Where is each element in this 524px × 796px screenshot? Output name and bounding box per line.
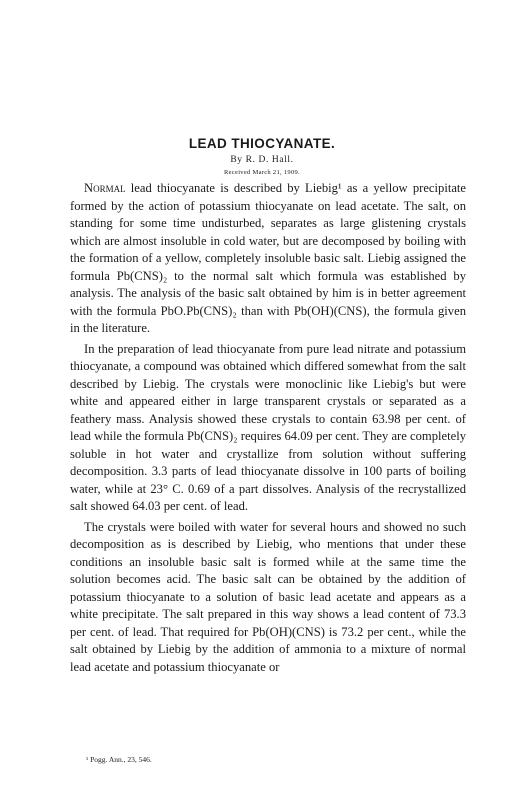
paragraph-lead-word: Normal bbox=[84, 181, 126, 195]
paragraph-3: The crystals were boiled with water for several hours and showed no such decomposition as is described by Liebig, who mentions that under these conditions an insoluble basic salt is formed while at the same time the solution becomes acid. The basic salt can be obtained by the addition of potassium thiocyanate to a solution of basic lead acetate and appears as a white precipitate. The salt prepared in this way shows a lead content of 73.3 per cent. of lead. That required for Pb(OH)(CNS) is 73.2 per cent., while the salt obtained by Liebig by the addition of ammonia to a mixture of normal lead acetate and potassium thiocyanate or bbox=[70, 519, 466, 674]
paragraph-text: lead thiocyanate is described by Liebig¹ as a yellow precipitate formed by the action of potassium thiocyanate on lead acetate. The salt, on standing for some time undisturbed, separates as large glistening crystals which are almost insoluble in cold water, but are decomposed by boiling with the formation of a yellow, completely insoluble basic salt. Liebig assigned the formula Pb(CNS)₂ to the normal salt which formula was established by analysis. The analysis of the basic salt obtained by him is in better agreement with the formula PbO.Pb(CNS)₂ than with Pb(OH)(CNS), the formula given in the literature. bbox=[70, 181, 466, 335]
article-title: LEAD THIOCYANATE. bbox=[188, 136, 336, 151]
paragraph-1 bbox=[70, 180, 466, 338]
received-date: Received March 21, 1909. bbox=[224, 169, 300, 176]
article-body bbox=[70, 180, 466, 676]
paragraph-2: In the preparation of lead thiocyanate from pure lead nitrate and potassium thiocyanate, a compound was obtained which differed somewhat from the salt described by Liebig. The crystals were monoclinic like Liebig's but were white and appeared either in large transparent crystals or separated as a feathery mass. Analysis showed these crystals to contain 63.98 per cent. of lead while the formula Pb(CNS)₂ requires 64.09 per cent. They are completely soluble in hot water and crystallize from solution without suffering decomposition. 3.3 parts of lead thiocyanate dissolve in 100 parts of boiling water, while at 23° C. 0.69 of a part dissolves. Analysis of the recrystallized salt showed 64.03 per cent. of lead. bbox=[70, 341, 466, 513]
article-byline: By R. D. Hall. bbox=[230, 155, 294, 165]
footnote: ¹ Pogg. Ann., 23, 546. bbox=[86, 755, 152, 764]
